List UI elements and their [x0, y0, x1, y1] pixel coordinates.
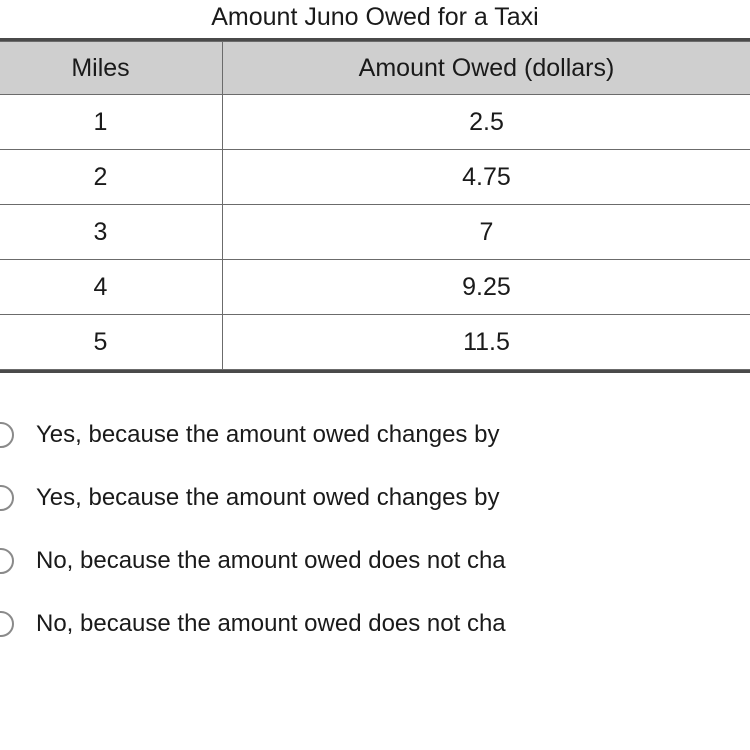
table-header-row [0, 42, 750, 95]
option-b[interactable] [0, 466, 750, 529]
cell-miles: 4 [0, 260, 223, 315]
cell-amount: 9.25 [223, 260, 750, 315]
option-b-label: Yes, because the amount owed changes by [36, 483, 500, 511]
radio-button-icon[interactable] [0, 485, 14, 511]
cell-miles: 3 [0, 205, 223, 260]
column-header-miles: Miles [0, 42, 223, 95]
table-row [0, 205, 750, 260]
option-a-label: Yes, because the amount owed changes by [36, 420, 500, 448]
data-table [0, 41, 750, 370]
option-c[interactable] [0, 529, 750, 592]
table-row [0, 260, 750, 315]
option-d[interactable] [0, 592, 750, 655]
cell-miles: 5 [0, 315, 223, 370]
option-a[interactable] [0, 403, 750, 466]
cell-miles: 2 [0, 150, 223, 205]
radio-button-icon[interactable] [0, 611, 14, 637]
table-row [0, 150, 750, 205]
data-table-container [0, 38, 750, 373]
radio-button-icon[interactable] [0, 422, 14, 448]
cell-amount: 7 [223, 205, 750, 260]
cell-amount: 4.75 [223, 150, 750, 205]
cell-amount: 11.5 [223, 315, 750, 370]
cell-amount: 2.5 [223, 95, 750, 150]
column-header-amount-owed: Amount Owed (dollars) [223, 42, 750, 95]
cell-miles: 1 [0, 95, 223, 150]
answer-options [0, 403, 750, 655]
table-row [0, 315, 750, 370]
option-d-label: No, because the amount owed does not cha [36, 609, 506, 637]
page-title: Amount Juno Owed for a Taxi [211, 3, 539, 31]
option-c-label: No, because the amount owed does not cha [36, 546, 506, 574]
table-row [0, 95, 750, 150]
radio-button-icon[interactable] [0, 548, 14, 574]
